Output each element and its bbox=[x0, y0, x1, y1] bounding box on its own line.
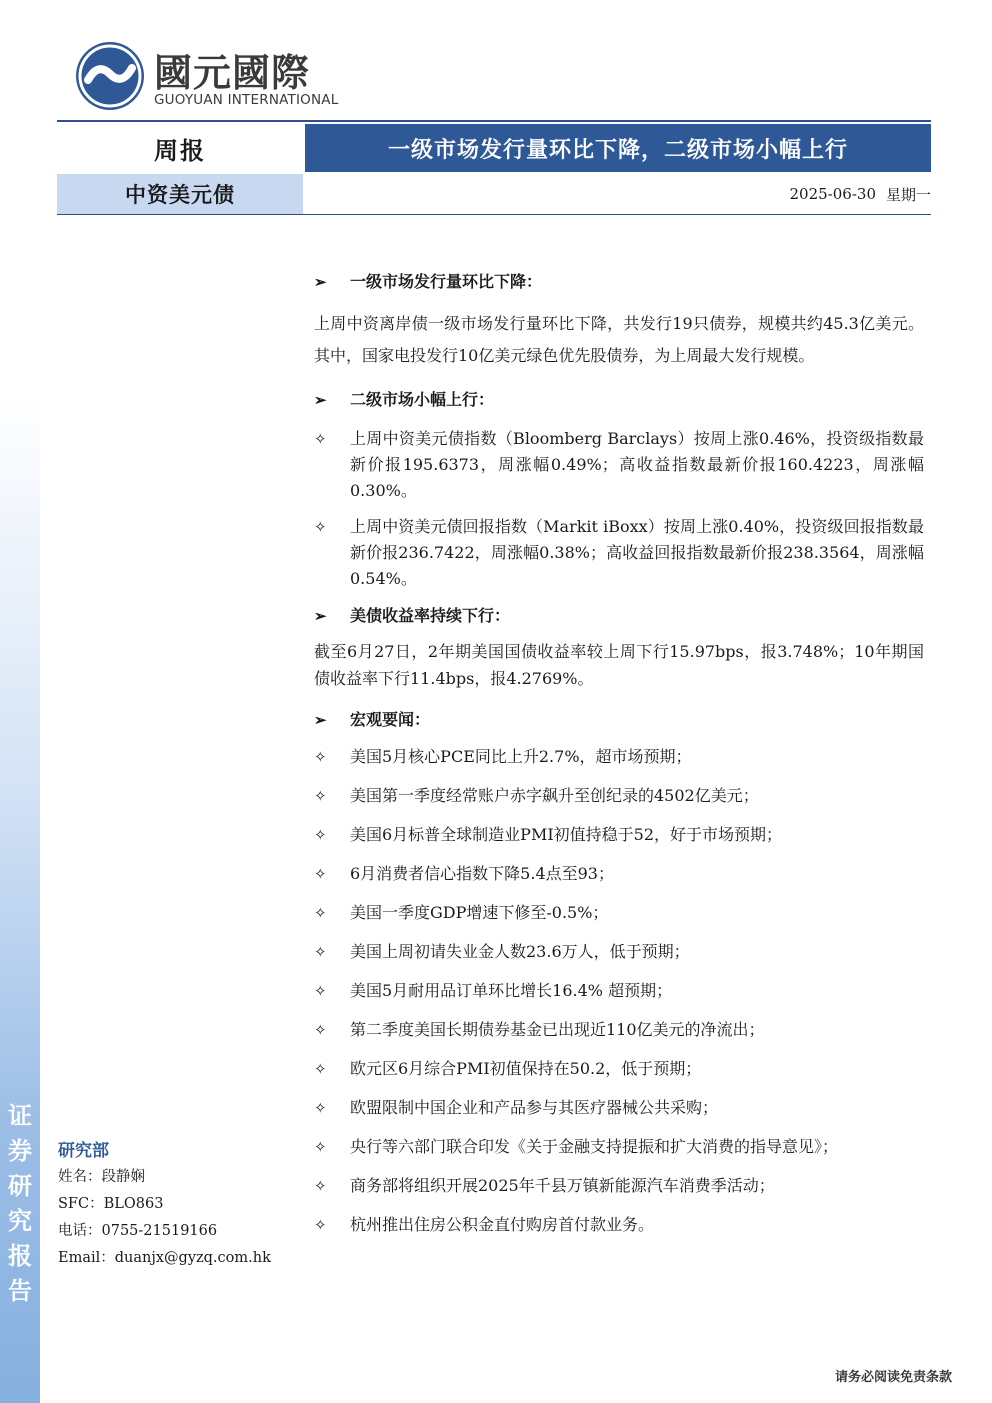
analyst-email[interactable]: Email：duanjx@gyzq.com.hk bbox=[58, 1250, 271, 1266]
diamond-bullet-icon: ✧ bbox=[314, 1138, 327, 1156]
side-char: 券 bbox=[8, 1136, 32, 1165]
side-char: 报 bbox=[8, 1241, 32, 1270]
date-value: 2025-06-30 bbox=[789, 185, 876, 203]
list-item bbox=[314, 978, 924, 1017]
list-item-text: 上周中资美元债指数（Bloomberg Barclays）按周上涨0.46%，投资级指数最新价报195.6373，周涨幅0.49%；高收益指数最新价报160.4223，周涨幅0.30%。 bbox=[350, 429, 924, 500]
list-item-text: 杭州推出住房公积金直付购房首付款业务。 bbox=[350, 1215, 655, 1234]
list-item-text: 美国5月耐用品订单环比增长16.4% 超预期； bbox=[350, 981, 673, 1000]
list-item-text: 6月消费者信心指数下降5.4点至93； bbox=[350, 864, 614, 883]
list-item-text: 欧盟限制中国企业和产品参与其医疗器械公共采购； bbox=[350, 1098, 719, 1117]
list-item-text: 美国5月核心PCE同比上升2.7%，超市场预期； bbox=[350, 747, 692, 766]
section-title: 宏观要闻： bbox=[350, 710, 431, 729]
section-heading bbox=[314, 268, 924, 296]
list-item bbox=[314, 861, 924, 900]
diamond-bullet-icon: ✧ bbox=[314, 943, 327, 961]
list-item bbox=[314, 514, 924, 592]
list-item bbox=[314, 783, 924, 822]
arrow-bullet-icon: ➢ bbox=[314, 273, 327, 291]
logo-mark-icon bbox=[74, 40, 146, 112]
diamond-bullet-icon: ✧ bbox=[314, 982, 327, 1000]
list-item-text: 央行等六部门联合印发《关于金融支持提振和扩大消费的指导意见》； bbox=[350, 1137, 839, 1156]
report-date bbox=[305, 174, 931, 214]
list-item bbox=[314, 1056, 924, 1095]
analyst-name: 姓名：段静娴 bbox=[58, 1169, 145, 1185]
report-body bbox=[314, 268, 924, 1251]
list-item bbox=[314, 1095, 924, 1134]
diamond-bullet-icon: ✧ bbox=[314, 865, 327, 883]
list-item bbox=[314, 744, 924, 783]
diamond-bullet-icon: ✧ bbox=[314, 1216, 327, 1234]
side-char: 究 bbox=[8, 1206, 32, 1235]
list-item bbox=[314, 822, 924, 861]
list-item bbox=[314, 1017, 924, 1056]
section-paragraph: 上周中资离岸债一级市场发行量环比下降，共发行19只债券，规模共约45.3亿美元。其中，国家电投发行10亿美元绿色优先股债券，为上周最大发行规模。 bbox=[314, 314, 924, 365]
arrow-bullet-icon: ➢ bbox=[314, 391, 327, 409]
analyst-sfc: SFC：BLO863 bbox=[58, 1196, 164, 1212]
list-item-text: 第二季度美国长期债券基金已出现近110亿美元的净流出； bbox=[350, 1020, 765, 1039]
list-item-text: 美国上周初请失业金人数23.6万人，低于预期； bbox=[350, 942, 690, 961]
arrow-bullet-icon: ➢ bbox=[314, 607, 327, 625]
section-title: 美债收益率持续下行： bbox=[350, 606, 511, 625]
side-char: 证 bbox=[8, 1101, 32, 1130]
diamond-bullet-icon: ✧ bbox=[314, 1099, 327, 1117]
section-heading bbox=[314, 602, 924, 630]
header-divider bbox=[57, 214, 931, 215]
list-item bbox=[314, 1173, 924, 1212]
list-item bbox=[314, 426, 924, 504]
diamond-bullet-icon: ✧ bbox=[314, 518, 327, 536]
diamond-bullet-icon: ✧ bbox=[314, 1060, 327, 1078]
analyst-info bbox=[58, 1138, 298, 1272]
dept-title: 研究部 bbox=[58, 1141, 109, 1161]
side-char: 告 bbox=[8, 1276, 32, 1305]
section-heading bbox=[314, 386, 924, 414]
section-title: 一级市场发行量环比下降： bbox=[350, 272, 543, 291]
section-title: 二级市场小幅上行： bbox=[350, 390, 495, 409]
analyst-phone: 电话：0755-21519166 bbox=[58, 1223, 218, 1239]
report-type: 周报 bbox=[57, 124, 303, 172]
side-char: 研 bbox=[8, 1171, 32, 1200]
list-item-text: 美国一季度GDP增速下修至-0.5%； bbox=[350, 903, 609, 922]
side-label bbox=[6, 1098, 34, 1308]
logo-name-en: GUOYUAN INTERNATIONAL bbox=[154, 92, 339, 108]
list-item-text: 商务部将组织开展2025年千县万镇新能源汽车消费季活动； bbox=[350, 1176, 775, 1195]
header-rule bbox=[57, 120, 931, 122]
diamond-bullet-icon: ✧ bbox=[314, 904, 327, 922]
list-item-text: 美国6月标普全球制造业PMI初值持稳于52，好于市场预期； bbox=[350, 825, 783, 844]
diamond-bullet-icon: ✧ bbox=[314, 787, 327, 805]
list-item bbox=[314, 1134, 924, 1173]
page-title: 一级市场发行量环比下降，二级市场小幅上行 bbox=[305, 124, 931, 172]
list-item-text: 欧元区6月综合PMI初值保持在50.2，低于预期； bbox=[350, 1059, 702, 1078]
section-paragraph: 截至6月27日，2年期美国国债收益率较上周下行15.97bps，报3.748%；10年期国债收益率下行11.4bps，报4.2769%。 bbox=[314, 642, 924, 688]
disclaimer-link[interactable]: 请务必阅读免责条款 bbox=[834, 1370, 952, 1385]
diamond-bullet-icon: ✧ bbox=[314, 1021, 327, 1039]
diamond-bullet-icon: ✧ bbox=[314, 1177, 327, 1195]
list-item bbox=[314, 1212, 924, 1251]
arrow-bullet-icon: ➢ bbox=[314, 711, 327, 729]
logo-name-cn: 國元國際 bbox=[154, 51, 311, 95]
diamond-bullet-icon: ✧ bbox=[314, 748, 327, 766]
section-heading bbox=[314, 706, 924, 734]
list-item-text: 上周中资美元债回报指数（Markit iBoxx）按周上涨0.40%，投资级回报指数最新价报236.7422，周涨幅0.38%；高收益回报指数最新价报238.3564，周涨幅0.54%。 bbox=[350, 517, 924, 588]
list-item bbox=[314, 939, 924, 978]
list-item-text: 美国第一季度经常账户赤字飙升至创纪录的4502亿美元； bbox=[350, 786, 759, 805]
diamond-bullet-icon: ✧ bbox=[314, 430, 327, 448]
company-logo bbox=[74, 40, 344, 112]
diamond-bullet-icon: ✧ bbox=[314, 826, 327, 844]
list-item bbox=[314, 900, 924, 939]
weekday-value: 星期一 bbox=[885, 185, 931, 204]
report-category: 中资美元债 bbox=[57, 174, 303, 214]
